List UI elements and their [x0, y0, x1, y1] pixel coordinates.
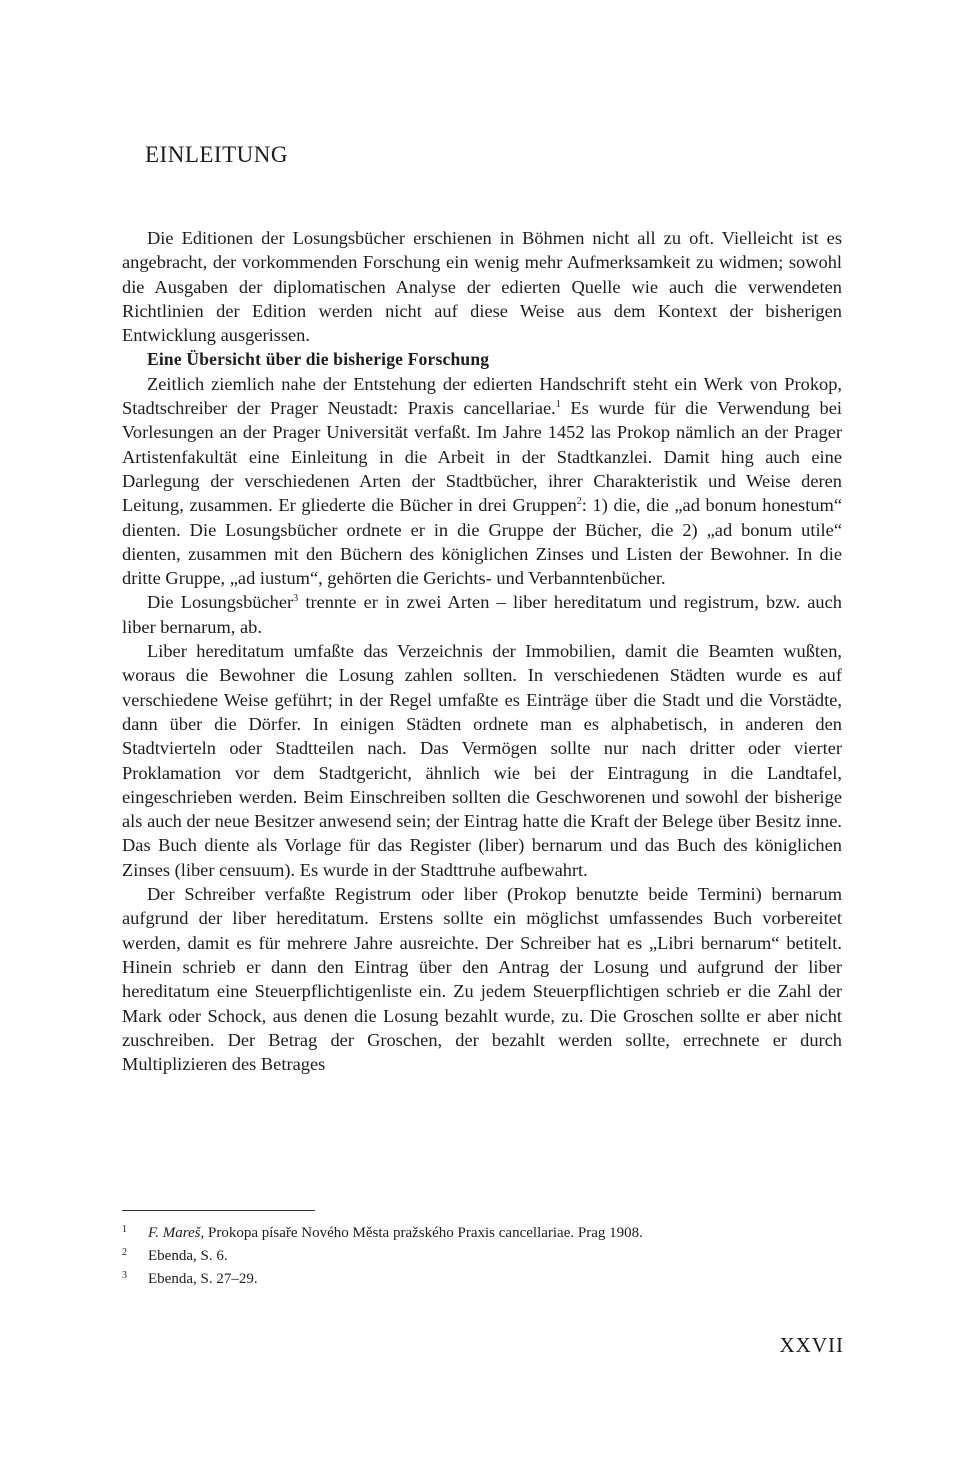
footnote-citation: Prokopa písaře Nového Města pražského Praxis cancellariae. Prag 1908. — [204, 1225, 643, 1241]
paragraph-1-part-c: : 1) die, die „ad bonum honestum“ dienten. Die Losungsbücher ordnete er in die Gruppe der Bücher, die 2) „ad bonum utile“ dienten, zusammen mit den Büchern des königlichen Zinses und Listen der Bewohner. In die dritte Gruppe, „ad iustum“, gehörten die Gerichts- und Verbanntenbücher. — [122, 495, 842, 589]
paragraph-1-part-a: Zeitlich ziemlich nahe der Entstehung der edierten Handschrift steht ein Werk von Prokop, Stadtschreiber der Prager Neustadt: Praxis cancellariae. — [122, 373, 842, 419]
paragraph-2 — [122, 590, 842, 639]
footnote-number: 2 — [122, 1247, 127, 1258]
paragraph-1 — [122, 372, 842, 591]
intro-paragraph: Die Editionen der Losungsbücher erschienen in Böhmen nicht all zu oft. Vielleicht ist es angebracht, der vorkommenden Forschung ein wenig mehr Aufmerksamkeit zu widmen; sowohl die Ausgaben der diplomatischen Analyse der edierten Quelle wie auch die verwendeten Richtlinien der Edition werden nicht auf diese Weise aus dem Kontext der bisherigen Entwicklung ausgerissen. — [122, 228, 842, 346]
paragraph-4: Der Schreiber verfaßte Registrum oder liber (Prokop benutzte beide Termini) bernarum aufgrund der liber hereditatum. Erstens sollte ein möglichst umfassendes Buch vorbereitet werden, damit es für mehrere Jahre ausreichte. Der Schreiber hat es „Libri bernarum“ betitelt. Hinein schrieb er dann den Eintrag über den Antrag der Losung und aufgrund der liber hereditatum eine Steuerpflichtigenliste ein. Zu jedem Steuerpflichtigen schrieb er die Zahl der Mark oder Schock, aus denen die Losung bezahlt wurde, zu. Die Groschen sollte er aber nicht zuschreiben. Der Betrag der Groschen, der bezahlt werden sollte, errechnete er durch Multiplizieren des Betrages — [122, 884, 842, 1075]
footnote-author: F. Mareš, — [148, 1225, 205, 1241]
footnotes — [122, 1222, 842, 1291]
footnote-text: Ebenda, S. 27–29. — [148, 1271, 258, 1287]
paragraph-3: Liber hereditatum umfaßte das Verzeichnis der Immobilien, damit die Beamten wußten, woraus die Bewohner die Losung zahlen sollten. In verschiedenen Städten wurde es auf verschiedene Weise geführt; in der Regel umfaßte es Einträge über die Stadt und die Vorstädte, dann über die Dörfer. In einigen Städten ordnete man es alphabetisch, in anderen den Stadtvierteln oder Stadtteilen nach. Das Vermögen sollte nur nach dritter oder vierter Proklamation vor dem Stadtgericht, ähnlich wie bei der Eintragung in die Landtafel, eingeschrieben werden. Beim Einschreiben sollten die Geschworenen und sowohl der bisherige als auch der neue Besitzer anwesend sein; der Eintrag hatte die Kraft der Belege über Besitz inne. Das Buch diente als Vorlage für das Register (liber) bernarum und das Buch des königlichen Zinses (liber censuum). Es wurde in der Stadttruhe aufbewahrt. — [122, 641, 842, 880]
footnote-ref-2[interactable]: 2 — [576, 496, 582, 508]
main-text — [122, 226, 842, 1076]
footnote-number: 3 — [122, 1270, 127, 1281]
page-title: EINLEITUNG — [145, 142, 288, 167]
footnote-ref-3[interactable]: 3 — [293, 593, 299, 605]
section-heading: Eine Übersicht über die bisherige Forschung — [147, 349, 490, 370]
footnote — [122, 1245, 842, 1268]
footnote-number: 1 — [122, 1224, 127, 1235]
footnote — [122, 1268, 842, 1291]
paragraph-2-part-b: trennte er in zwei Arten – liber hereditatum und registrum, bzw. auch liber bernarum, ab. — [122, 592, 842, 637]
footnote-ref-1[interactable]: 1 — [555, 398, 561, 410]
footnote-text: Ebenda, S. 6. — [148, 1248, 228, 1264]
page-number: XXVII — [779, 1333, 844, 1357]
footnote-text — [148, 1222, 842, 1245]
footnote-divider — [122, 1210, 315, 1211]
paragraph-1-part-b: Es wurde für die Verwendung bei Vorlesungen an der Prager Universität verfaßt. Im Jahre 1452 las Prokop nämlich an der Prager Artistenfakultät eine Einleitung in die Arbeit in der Stadtkanzlei. Damit hing auch eine Darlegung der verschiedenen Arten der Stadtbücher, ihrer Charakteristik und Weise deren Leitung, zusammen. Er gliederte die Bücher in drei Gruppen — [122, 398, 842, 516]
paragraph-2-part-a: Die Losungsbücher — [147, 592, 294, 613]
footnote — [122, 1222, 842, 1245]
